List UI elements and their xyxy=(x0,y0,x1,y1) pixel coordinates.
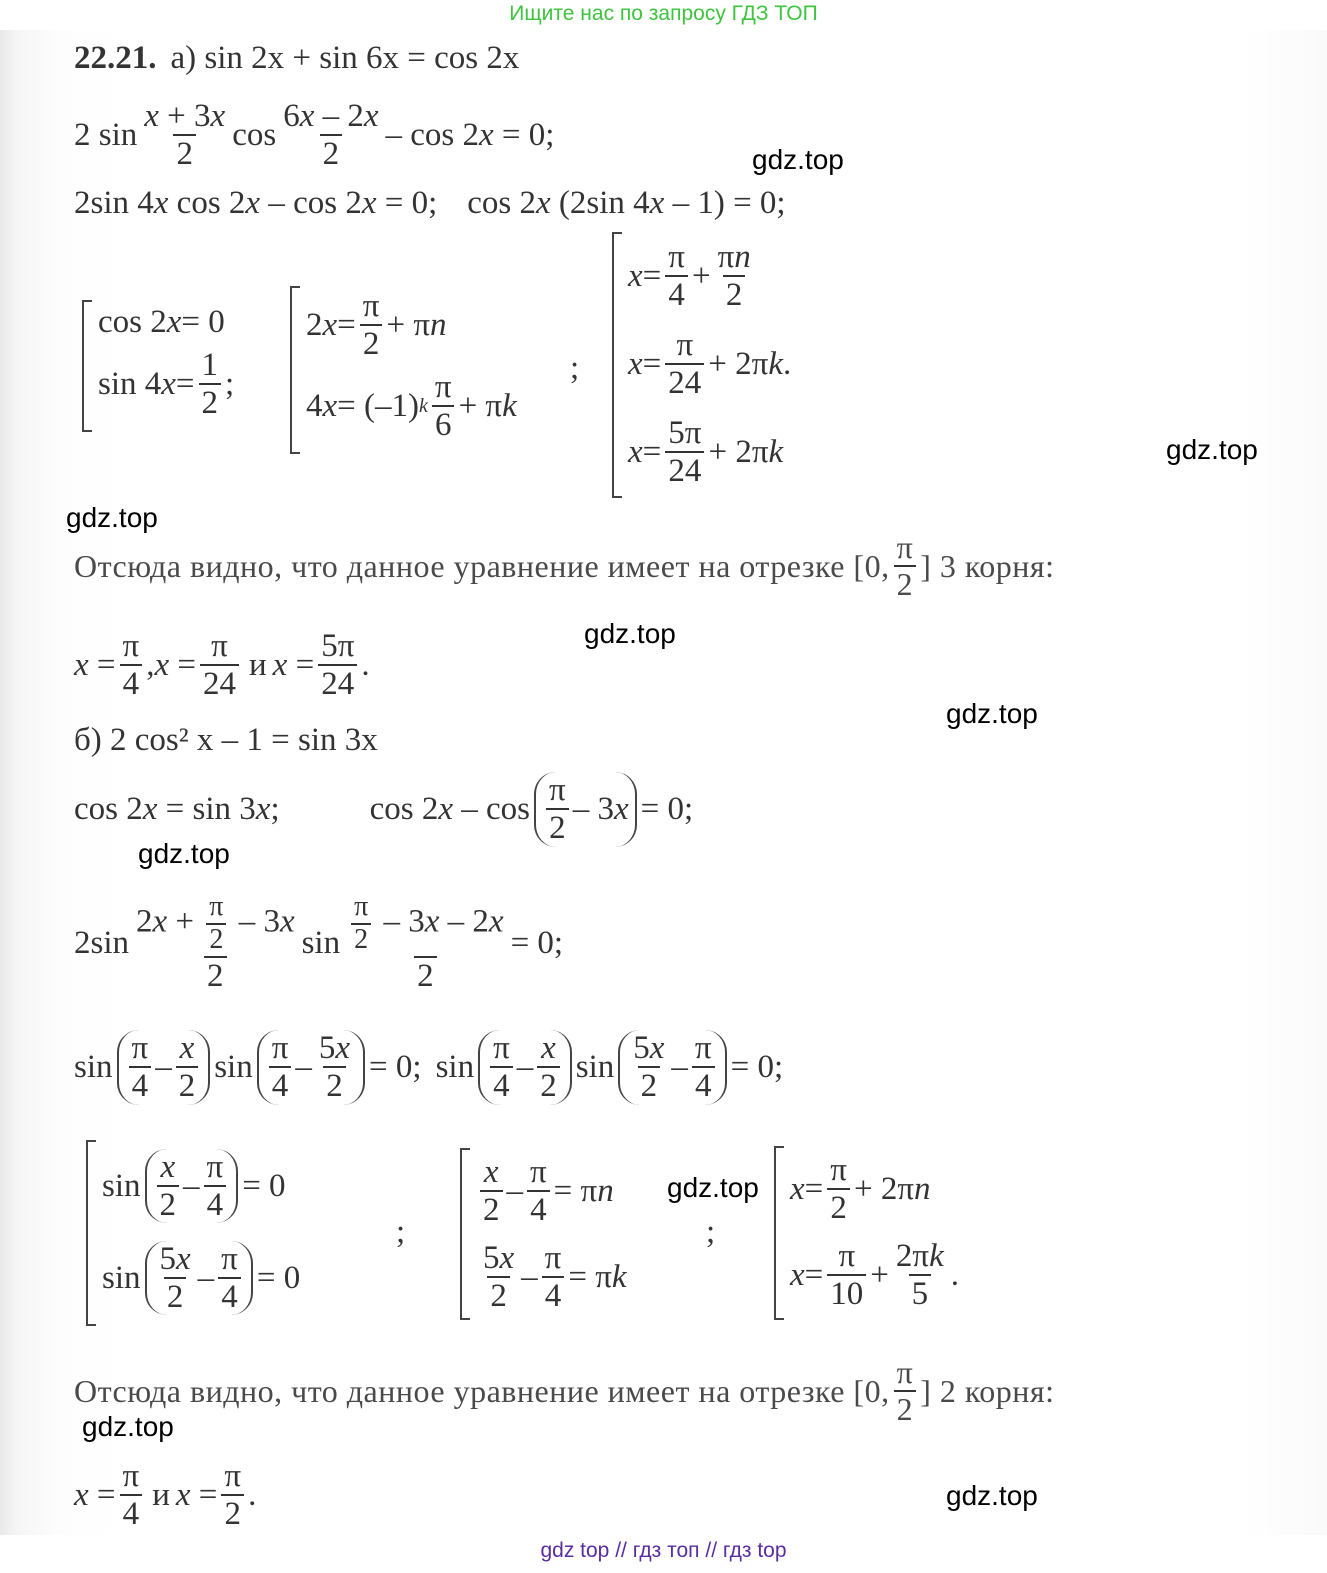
watermark: gdz.top xyxy=(667,1172,759,1203)
step-b-simplified: sin $\frac{\pi}{4}$ – $\frac{x}{2}$ sin $\frac{\pi}{4}$ – $\frac{5x}{2}$ = 0; sin $\frac{\pi}{4}$ – $\frac{x}{2}$ sin $\frac{5x}{2}$ – $\frac{\pi}{4}$ = 0; xyxy=(74,1030,784,1105)
footer-links: gdz top // гдз топ // гдз top xyxy=(540,1539,787,1562)
system-b1: sin $\frac{x}{2}$ – $\frac{\pi}{4}$ = 0 sin $\frac{5x}{2}$ – $\frac{\pi}{4}$ = 0 xyxy=(86,1140,300,1326)
watermark: gdz.top xyxy=(584,618,676,649)
part-a-equation: а) sin 2x + sin 6x = cos 2x xyxy=(170,40,520,76)
problem-number: 22.21. xyxy=(74,40,157,76)
system-a1: cos 2 x = 0 sin 4 x = $\frac{1}{2}$ ; xyxy=(82,300,234,432)
conclusion-a: Отсюда видно, что данное уравнение имеет на отрезке [0, $\frac{\pi}{2}$ ] 3 корня: xyxy=(74,529,1055,603)
roots-b: x = $\frac{\pi}{4}$ и x = $\frac{\pi}{2}$ . xyxy=(74,1458,257,1533)
system-a3: x = $\frac{\pi}{4}$ + $\frac{\pi n}{2}$ x = $\frac{\pi}{24}$ + 2π k . x = $\frac{5\pi}{24}$ + 2π k xyxy=(612,232,791,498)
separator-semicolon: ; xyxy=(570,350,580,386)
watermark: gdz.top xyxy=(66,502,158,533)
roots-a: x = $\frac{\pi}{4}$ , x = $\frac{\pi}{24}$ и x = $\frac{5\pi}{24}$ . xyxy=(74,628,370,703)
system-a2: 2 x = $\frac{\pi}{2}$ + π n 4 x = (–1) k $\frac{\pi}{6}$ + π k xyxy=(290,286,517,454)
system-b2: $\frac{x}{2}$ – $\frac{\pi}{4}$ = π n $\frac{5x}{2}$ – $\frac{\pi}{4}$ = π k xyxy=(460,1148,627,1320)
watermark: gdz.top xyxy=(82,1411,174,1442)
step-sum-to-product: 2 sin $\frac{x + 3x}{2}$ cos $\frac{6x - 2x}{2}$ – cos 2x = 0; xyxy=(74,98,555,173)
watermark: gdz.top xyxy=(138,838,230,869)
step-b-cofunction: cos 2x = sin 3x; cos 2x – cos $\frac{\pi}{2}$ – 3 x = 0; xyxy=(74,772,694,847)
step-factor: 2sin 4x cos 2x – cos 2x = 0; cos 2x (2sin 4x – 1) = 0; xyxy=(74,185,786,221)
watermark: gdz.top xyxy=(752,144,844,175)
watermark: gdz.top xyxy=(946,1480,1038,1511)
conclusion-b: Отсюда видно, что данное уравнение имеет на отрезке [0, $\frac{\pi}{2}$ ] 2 корня: xyxy=(74,1354,1055,1428)
step-b-difference: 2sin 2x + $\frac{\pi}{2}$ – 3x 2 sin $\frac{\pi}{2}$ – 3x – 2x 2 = 0; xyxy=(74,891,564,994)
watermark: gdz.top xyxy=(1166,434,1258,465)
part-b-equation: б) 2 cos² x – 1 = sin 3x xyxy=(74,722,378,758)
separator-semicolon: ; xyxy=(396,1214,406,1250)
system-b3: x = $\frac{\pi}{2}$ + 2π n x = $\frac{\pi}{10}$ + $\frac{2\pi k}{5}$ . xyxy=(774,1146,959,1320)
top-banner: Ищите нас по запросу ГДЗ ТОП xyxy=(509,2,818,25)
watermark: gdz.top xyxy=(946,698,1038,729)
problem-header xyxy=(74,38,519,78)
separator-semicolon: ; xyxy=(706,1214,716,1250)
